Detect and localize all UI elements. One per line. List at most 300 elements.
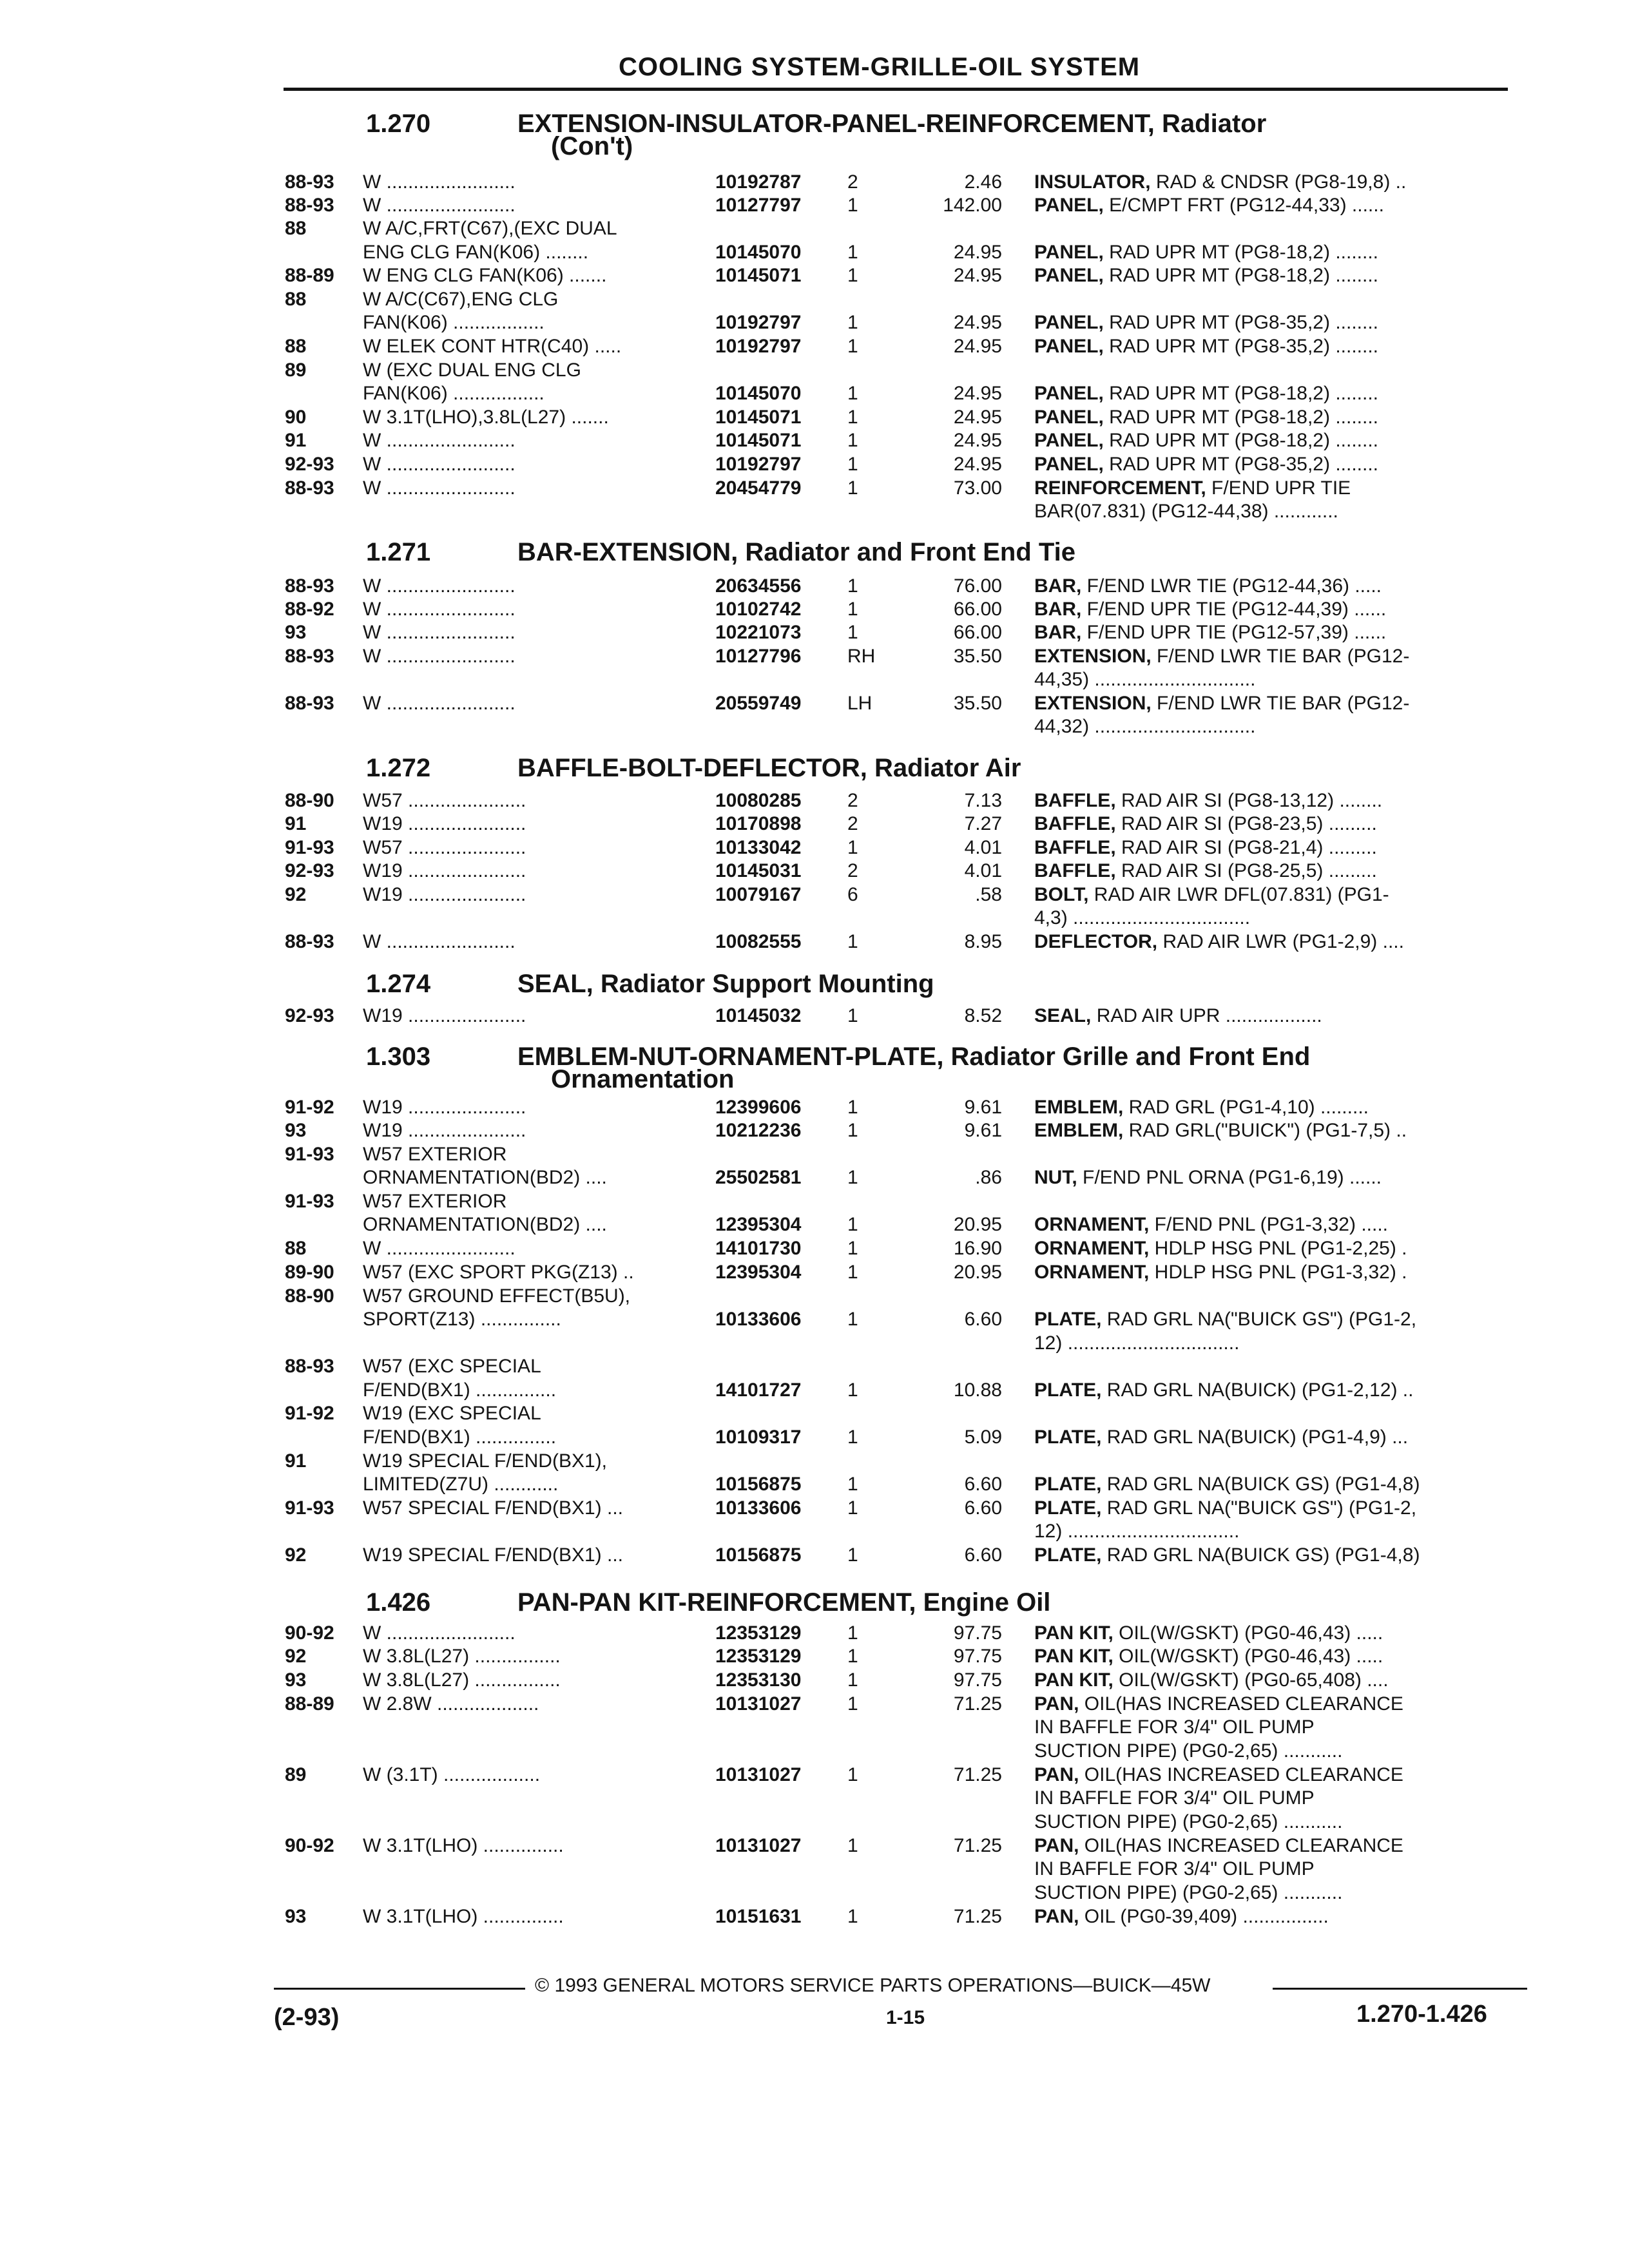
quantity: 1: [847, 1379, 858, 1401]
application-description: ORNAMENTATION(BD2) ....: [363, 1214, 607, 1235]
part-name: [1034, 669, 1508, 691]
table-row: [0, 1167, 1629, 1190]
application-description: W ENG CLG FAN(K06) .......: [363, 265, 607, 286]
model-years: 92: [285, 1544, 307, 1566]
part-name-detail: RAD GRL NA(BUICK GS) (PG1-4,8): [1101, 1474, 1420, 1495]
section-header: [0, 1043, 1629, 1071]
part-name-detail: F/END UPR TIE (PG12-44,39) ......: [1081, 599, 1387, 620]
table-row: [0, 646, 1629, 669]
part-name: [1034, 860, 1508, 882]
model-years: 92-93: [285, 860, 334, 881]
footer-copyright: © 1993 GENERAL MOTORS SERVICE PARTS OPERATIONS—BUICK—45W: [535, 1975, 1211, 1996]
table-row: [0, 693, 1629, 716]
part-name-detail: 4,3) .................................: [1034, 907, 1251, 928]
table-row: [0, 1811, 1629, 1834]
part-name-noun: PANEL,: [1034, 265, 1104, 286]
part-name-noun: PANEL,: [1034, 430, 1104, 451]
application-description: W19 ......................: [363, 1097, 526, 1118]
section-title-continued: (Con't): [551, 132, 633, 160]
application-description: W57 (EXC SPECIAL: [363, 1356, 541, 1377]
part-name: [1034, 575, 1508, 597]
footer-date-code: (2-93): [274, 2004, 340, 2031]
part-name: [1034, 265, 1508, 287]
application-description: FAN(K06) .................: [363, 383, 545, 404]
part-number: 10151631: [715, 1906, 802, 1927]
section-title: SEAL, Radiator Support Mounting: [517, 970, 934, 998]
application-description: W19 ......................: [363, 1120, 526, 1141]
part-number: 10109317: [715, 1427, 802, 1448]
price: 6.60: [964, 1544, 1002, 1566]
section-title: EMBLEM-NUT-ORNAMENT-PLATE, Radiator Grille and Front End: [517, 1043, 1311, 1071]
price: 35.50: [953, 646, 1002, 667]
part-name-detail: RAD GRL NA(BUICK) (PG1-4,9) ...: [1101, 1427, 1409, 1448]
section-header: [0, 538, 1629, 566]
price: 2.46: [964, 171, 1002, 193]
part-number: 10145070: [715, 242, 802, 263]
part-name-noun: PANEL,: [1034, 195, 1104, 216]
quantity: 1: [847, 1427, 858, 1448]
part-name: [1034, 1858, 1508, 1880]
application-description: FAN(K06) .................: [363, 312, 545, 333]
part-name-detail: 12) ................................: [1034, 1521, 1240, 1542]
part-name-detail: RAD AIR SI (PG8-25,5) .........: [1115, 860, 1377, 881]
table-row: [0, 790, 1629, 813]
part-name: [1034, 1005, 1508, 1027]
model-years: 88-90: [285, 1285, 334, 1307]
application-description: W19 (EXC SPECIAL: [363, 1403, 541, 1424]
footer-page-number: 1-15: [886, 2007, 925, 2028]
quantity: 1: [847, 1669, 858, 1691]
table-row: [0, 1191, 1629, 1214]
section-title: EXTENSION-INSULATOR-PANEL-REINFORCEMENT, Radiator: [517, 110, 1267, 138]
part-name-detail: RAD AIR LWR DFL(07.831) (PG1-: [1088, 884, 1389, 905]
part-name: [1034, 1669, 1508, 1691]
application-description: W57 GROUND EFFECT(B5U),: [363, 1285, 631, 1307]
model-years: 91-92: [285, 1097, 334, 1118]
table-row: [0, 1332, 1629, 1356]
table-row: [0, 1403, 1629, 1426]
model-years: 92-93: [285, 454, 334, 475]
part-name: [1034, 1764, 1508, 1786]
model-years: 90-92: [285, 1622, 334, 1644]
part-number: 12353129: [715, 1622, 802, 1644]
application-description: W19 ......................: [363, 813, 526, 834]
application-description: W ........................: [363, 477, 516, 499]
quantity: 1: [847, 312, 858, 333]
quantity: 1: [847, 599, 858, 620]
table-row: [0, 1740, 1629, 1763]
table-row: [0, 1427, 1629, 1450]
part-name-detail: RAD UPR MT (PG8-35,2) ........: [1103, 312, 1378, 333]
application-description: W 3.8L(L27) ................: [363, 1669, 561, 1691]
part-number: 10127796: [715, 646, 802, 667]
price: 142.00: [943, 195, 1002, 216]
footer-rule-right: [1273, 1988, 1527, 1990]
part-number: 10145071: [715, 430, 802, 451]
part-number: 12395304: [715, 1214, 802, 1235]
price: 24.95: [953, 336, 1002, 357]
part-name-detail: BAR(07.831) (PG12-44,38) ............: [1034, 501, 1338, 522]
section-header: [0, 110, 1629, 138]
part-name-detail: 12) ................................: [1034, 1332, 1240, 1354]
part-name: [1034, 1214, 1508, 1236]
part-name-detail: RAD AIR UPR ..................: [1091, 1005, 1322, 1026]
table-row: [0, 931, 1629, 954]
application-description: W19 ......................: [363, 860, 526, 881]
part-name-detail: OIL(HAS INCREASED CLEARANCE: [1079, 1835, 1403, 1856]
model-years: 88-93: [285, 931, 334, 952]
table-row: [0, 1521, 1629, 1544]
part-name-noun: BAFFLE,: [1034, 837, 1116, 858]
part-name-detail: F/END UPR TIE (PG12-57,39) ......: [1081, 622, 1387, 643]
part-name-detail: RAD GRL NA("BUICK GS") (PG1-2,: [1101, 1497, 1417, 1519]
part-name: [1034, 1740, 1508, 1762]
table-row: [0, 1144, 1629, 1167]
part-number: 10131027: [715, 1693, 802, 1715]
model-years: 93: [285, 1120, 307, 1141]
part-name: [1034, 907, 1508, 929]
part-name: [1034, 931, 1508, 953]
table-row: [0, 1214, 1629, 1237]
model-years: 91: [285, 430, 307, 451]
section-header: [0, 754, 1629, 782]
part-name: [1034, 1427, 1508, 1448]
part-name-noun: PLATE,: [1034, 1427, 1102, 1448]
part-name-noun: PANEL,: [1034, 312, 1104, 333]
part-name: [1034, 1716, 1508, 1738]
part-name-detail: 44,32) ..............................: [1034, 716, 1256, 737]
part-name-noun: EMBLEM,: [1034, 1097, 1124, 1118]
model-years: 88-93: [285, 693, 334, 714]
quantity: 2: [847, 860, 858, 881]
price: 7.27: [964, 813, 1002, 834]
application-description: W57 ......................: [363, 790, 526, 811]
part-name-noun: BAR,: [1034, 575, 1082, 597]
part-name-noun: PLATE,: [1034, 1309, 1102, 1330]
part-name: [1034, 1379, 1508, 1401]
part-name: [1034, 1097, 1508, 1119]
part-name-detail: RAD AIR SI (PG8-21,4) .........: [1115, 837, 1377, 858]
part-number: 20634556: [715, 575, 802, 597]
part-name-noun: PLATE,: [1034, 1474, 1102, 1495]
price: 66.00: [953, 622, 1002, 643]
price: 73.00: [953, 477, 1002, 499]
part-name-noun: BOLT,: [1034, 884, 1089, 905]
section-title: BAR-EXTENSION, Radiator and Front End Tie: [517, 538, 1075, 566]
part-name-noun: EMBLEM,: [1034, 1120, 1124, 1141]
part-number: 10192797: [715, 312, 802, 333]
application-description: F/END(BX1) ...............: [363, 1379, 557, 1401]
application-description: F/END(BX1) ...............: [363, 1427, 557, 1448]
part-name: [1034, 1521, 1508, 1542]
application-description: ORNAMENTATION(BD2) ....: [363, 1167, 607, 1188]
part-name-detail: IN BAFFLE FOR 3/4" OIL PUMP: [1034, 1787, 1315, 1809]
application-description: W ........................: [363, 931, 516, 952]
part-number: 10080285: [715, 790, 802, 811]
table-row: [0, 430, 1629, 453]
table-row: [0, 312, 1629, 335]
table-row: [0, 1669, 1629, 1693]
part-number: 10079167: [715, 884, 802, 905]
part-name: [1034, 1262, 1508, 1283]
quantity: 1: [847, 1120, 858, 1141]
part-name-detail: IN BAFFLE FOR 3/4" OIL PUMP: [1034, 1716, 1315, 1738]
part-name-detail: RAD UPR MT (PG8-18,2) ........: [1103, 242, 1378, 263]
part-name-detail: RAD & CNDSR (PG8-19,8) ..: [1150, 171, 1407, 193]
quantity: LH: [847, 693, 872, 714]
quantity: 1: [847, 1693, 858, 1715]
price: 9.61: [964, 1120, 1002, 1141]
price: 6.60: [964, 1497, 1002, 1519]
part-name-detail: F/END UPR TIE: [1206, 477, 1351, 499]
quantity: 1: [847, 1622, 858, 1644]
part-number: 14101727: [715, 1379, 802, 1401]
part-name-detail: RAD AIR LWR (PG1-2,9) ....: [1157, 931, 1404, 952]
part-number: 10192797: [715, 454, 802, 475]
model-years: 93: [285, 1669, 307, 1691]
application-description: W ........................: [363, 1238, 516, 1259]
table-row: [0, 716, 1629, 739]
part-name-noun: PAN KIT,: [1034, 1646, 1113, 1667]
part-name-noun: BAR,: [1034, 599, 1082, 620]
part-name: [1034, 1835, 1508, 1857]
table-row: [0, 1906, 1629, 1929]
price: 9.61: [964, 1097, 1002, 1118]
model-years: 90-92: [285, 1835, 334, 1856]
application-description: W 3.1T(LHO),3.8L(L27) .......: [363, 407, 609, 428]
price: 71.25: [953, 1835, 1002, 1856]
application-description: W ........................: [363, 195, 516, 216]
part-name: [1034, 1474, 1508, 1495]
application-description: W 3.1T(LHO) ...............: [363, 1906, 564, 1927]
part-name-noun: PANEL,: [1034, 242, 1104, 263]
footer-rule-left: [274, 1988, 525, 1990]
price: 20.95: [953, 1214, 1002, 1235]
quantity: 1: [847, 1497, 858, 1519]
price: 6.60: [964, 1309, 1002, 1330]
quantity: 1: [847, 1238, 858, 1259]
model-years: 91-93: [285, 837, 334, 858]
model-years: 88-89: [285, 1693, 334, 1715]
part-name-noun: REINFORCEMENT,: [1034, 477, 1206, 499]
part-number: 10133606: [715, 1497, 802, 1519]
part-name-detail: HDLP HSG PNL (PG1-3,32) .: [1149, 1262, 1407, 1283]
part-number: 14101730: [715, 1238, 802, 1259]
part-name-detail: E/CMPT FRT (PG12-44,33) ......: [1103, 195, 1384, 216]
application-description: W ........................: [363, 646, 516, 667]
application-description: W (EXC DUAL ENG CLG: [363, 360, 581, 381]
quantity: 1: [847, 1646, 858, 1667]
part-name-detail: OIL(HAS INCREASED CLEARANCE: [1079, 1693, 1403, 1715]
table-row: [0, 599, 1629, 622]
table-row: [0, 218, 1629, 241]
part-name-noun: ORNAMENT,: [1034, 1238, 1150, 1259]
quantity: 1: [847, 1214, 858, 1235]
price: 24.95: [953, 265, 1002, 286]
part-number: 10145032: [715, 1005, 802, 1026]
part-name: [1034, 1497, 1508, 1519]
quantity: 1: [847, 242, 858, 263]
application-description: SPORT(Z13) ...............: [363, 1309, 561, 1330]
part-name-detail: SUCTION PIPE) (PG0-2,65) ...........: [1034, 1740, 1343, 1762]
quantity: 2: [847, 171, 858, 193]
model-years: 88: [285, 218, 307, 239]
part-name: [1034, 242, 1508, 264]
part-name-noun: PANEL,: [1034, 383, 1104, 404]
part-name: [1034, 454, 1508, 476]
application-description: LIMITED(Z7U) ............: [363, 1474, 559, 1495]
application-description: W57 (EXC SPORT PKG(Z13) ..: [363, 1262, 634, 1283]
application-description: W57 ......................: [363, 837, 526, 858]
table-row: [0, 1764, 1629, 1787]
part-number: 12395304: [715, 1262, 802, 1283]
quantity: RH: [847, 646, 876, 667]
part-name-noun: BAFFLE,: [1034, 813, 1116, 834]
table-row: [0, 195, 1629, 218]
price: 6.60: [964, 1474, 1002, 1495]
table-row: [0, 1097, 1629, 1120]
part-name-noun: PLATE,: [1034, 1379, 1102, 1401]
part-number: 10133042: [715, 837, 802, 858]
part-name-detail: OIL (PG0-39,409) ................: [1079, 1906, 1329, 1927]
price: 35.50: [953, 693, 1002, 714]
table-row: [0, 837, 1629, 860]
part-number: 10156875: [715, 1474, 802, 1495]
part-number: 10192797: [715, 336, 802, 357]
part-name-detail: IN BAFFLE FOR 3/4" OIL PUMP: [1034, 1858, 1315, 1879]
quantity: 1: [847, 575, 858, 597]
part-number: 12353130: [715, 1669, 802, 1691]
part-name: [1034, 1882, 1508, 1904]
application-description: W ........................: [363, 430, 516, 451]
model-years: 90: [285, 407, 307, 428]
table-row: [0, 669, 1629, 692]
price: 97.75: [953, 1646, 1002, 1667]
section-number: 1.270: [366, 110, 431, 138]
part-number: 10212236: [715, 1120, 802, 1141]
table-row: [0, 575, 1629, 599]
application-description: W A/C(C67),ENG CLG: [363, 289, 559, 310]
part-name-noun: EXTENSION,: [1034, 646, 1152, 667]
application-description: W57 SPECIAL F/END(BX1) ...: [363, 1497, 623, 1519]
part-name-noun: EXTENSION,: [1034, 693, 1152, 714]
part-name-detail: RAD UPR MT (PG8-35,2) ........: [1103, 336, 1378, 357]
part-name-detail: SUCTION PIPE) (PG0-2,65) ...........: [1034, 1882, 1343, 1903]
part-name: [1034, 1622, 1508, 1644]
part-name: [1034, 312, 1508, 334]
part-number: 25502581: [715, 1167, 802, 1188]
table-row: [0, 1379, 1629, 1403]
part-name: [1034, 599, 1508, 620]
part-name: [1034, 336, 1508, 358]
model-years: 91-93: [285, 1191, 334, 1212]
quantity: 1: [847, 1764, 858, 1785]
part-number: 12353129: [715, 1646, 802, 1667]
part-name-detail: F/END PNL (PG1-3,32) .....: [1149, 1214, 1388, 1235]
page-header-title: COOLING SYSTEM-GRILLE-OIL SYSTEM: [619, 53, 1141, 81]
table-row: [0, 1544, 1629, 1568]
model-years: 89: [285, 360, 307, 381]
part-name: [1034, 195, 1508, 216]
part-name-detail: OIL(W/GSKT) (PG0-46,43) .....: [1113, 1646, 1383, 1667]
part-name: [1034, 1646, 1508, 1667]
part-name-noun: SEAL,: [1034, 1005, 1092, 1026]
section-header: [0, 1588, 1629, 1617]
model-years: 91-93: [285, 1144, 334, 1165]
application-description: W 3.1T(LHO) ...............: [363, 1835, 564, 1856]
table-row: [0, 1238, 1629, 1261]
model-years: 92-93: [285, 1005, 334, 1026]
application-description: W ........................: [363, 171, 516, 193]
quantity: 1: [847, 336, 858, 357]
part-name-noun: BAR,: [1034, 622, 1082, 643]
part-name: [1034, 383, 1508, 405]
part-name-noun: PANEL,: [1034, 407, 1104, 428]
table-row: [0, 1262, 1629, 1285]
table-row: [0, 622, 1629, 645]
part-name: [1034, 1238, 1508, 1260]
part-name: [1034, 1544, 1508, 1566]
table-row: [0, 242, 1629, 265]
model-years: 88-93: [285, 195, 334, 216]
application-description: W ELEK CONT HTR(C40) .....: [363, 336, 622, 357]
table-row: [0, 171, 1629, 195]
application-description: W19 SPECIAL F/END(BX1),: [363, 1450, 607, 1472]
section-number: 1.272: [366, 754, 431, 782]
table-row: [0, 1646, 1629, 1669]
part-name: [1034, 171, 1508, 193]
part-name-detail: RAD GRL("BUICK") (PG1-7,5) ..: [1123, 1120, 1407, 1141]
model-years: 88-92: [285, 599, 334, 620]
table-row: [0, 1882, 1629, 1905]
table-row: [0, 1356, 1629, 1379]
part-name: [1034, 477, 1508, 499]
model-years: 88-93: [285, 1356, 334, 1377]
quantity: 2: [847, 813, 858, 834]
application-description: W ........................: [363, 575, 516, 597]
part-name-detail: OIL(W/GSKT) (PG0-65,408) ....: [1113, 1669, 1389, 1691]
quantity: 1: [847, 265, 858, 286]
model-years: 93: [285, 1906, 307, 1927]
quantity: 6: [847, 884, 858, 905]
part-name-detail: F/END LWR TIE (PG12-44,36) .....: [1081, 575, 1382, 597]
part-number: 10145071: [715, 265, 802, 286]
part-name-noun: PAN,: [1034, 1764, 1079, 1785]
part-name-detail: F/END PNL ORNA (PG1-6,19) ......: [1077, 1167, 1382, 1188]
table-row: [0, 477, 1629, 501]
model-years: 88-93: [285, 477, 334, 499]
price: 4.01: [964, 860, 1002, 881]
header-rule: [284, 88, 1508, 91]
part-name-detail: RAD GRL NA(BUICK) (PG1-2,12) ..: [1101, 1379, 1414, 1401]
part-name: [1034, 884, 1508, 906]
table-row: [0, 1309, 1629, 1332]
price: 97.75: [953, 1669, 1002, 1691]
part-name-detail: RAD UPR MT (PG8-18,2) ........: [1103, 383, 1378, 404]
part-number: 10082555: [715, 931, 802, 952]
table-row: [0, 1285, 1629, 1309]
part-number: 10221073: [715, 622, 802, 643]
table-row: [0, 1835, 1629, 1858]
table-row: [0, 454, 1629, 477]
part-name-detail: RAD AIR SI (PG8-13,12) ........: [1115, 790, 1383, 811]
part-name: [1034, 646, 1508, 668]
part-number: 10145071: [715, 407, 802, 428]
part-name-detail: RAD GRL NA("BUICK GS") (PG1-2,: [1101, 1309, 1417, 1330]
part-name-detail: RAD AIR SI (PG8-23,5) .........: [1115, 813, 1377, 834]
price: 24.95: [953, 383, 1002, 404]
part-name-detail: RAD UPR MT (PG8-18,2) ........: [1103, 407, 1378, 428]
